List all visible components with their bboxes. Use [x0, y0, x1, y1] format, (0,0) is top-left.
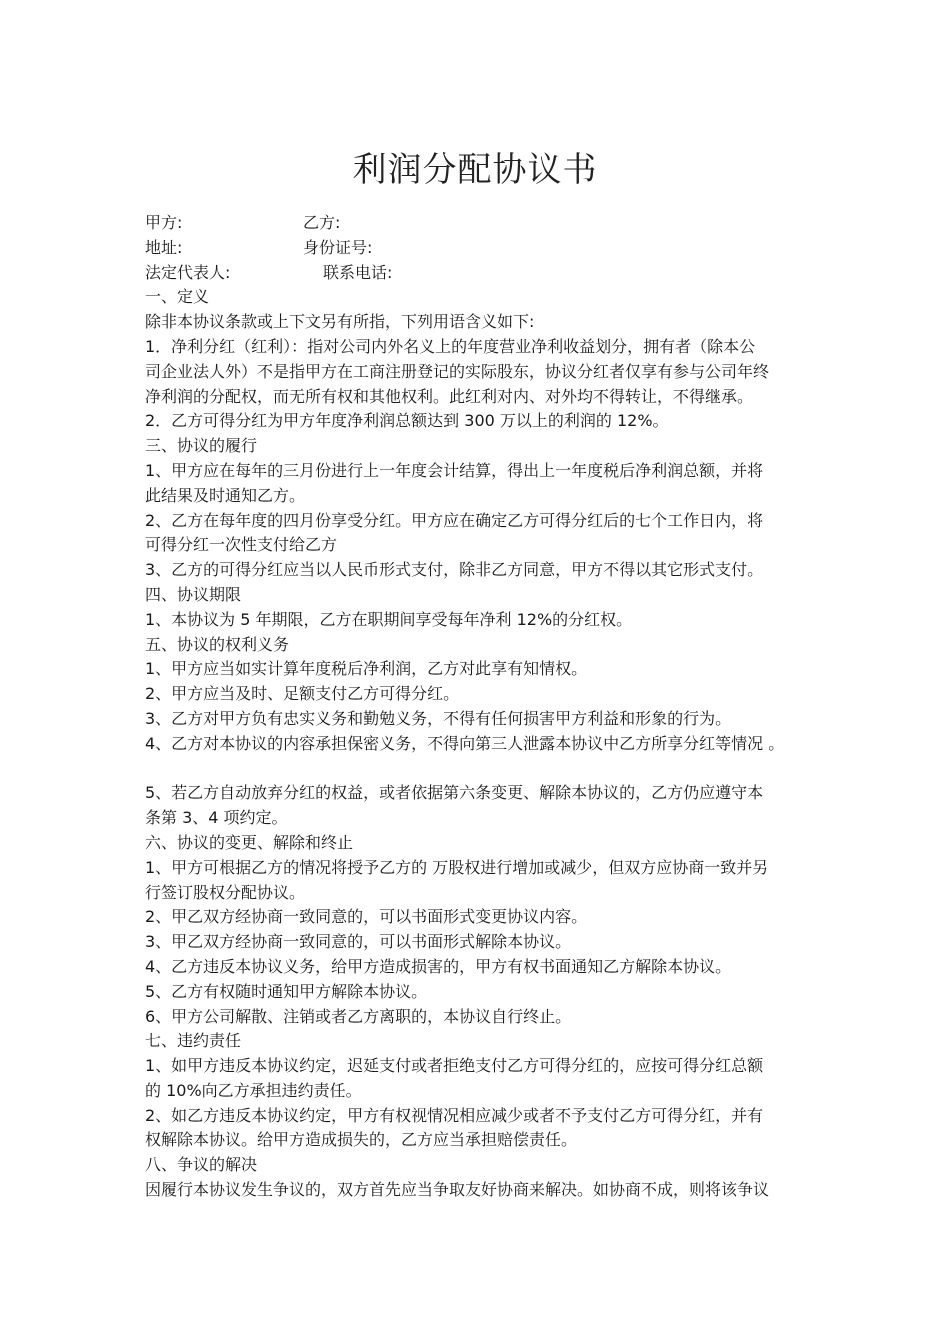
s1-item1-line-2: 司企业法人外）不是指甲方在工商注册登记的实际股东，协议分红者仅享有参与公司年终	[145, 361, 770, 381]
s5-heading: 五、协议的权利义务	[145, 634, 290, 654]
s5-item2-text: 2、甲方应当及时、足额支付乙方可得分红。	[145, 684, 460, 704]
s7-item2-line-2: 权解除本协议。给甲方造成损失的，乙方应当承担赔偿责任。	[145, 1130, 578, 1150]
s3-item1-line-1: 1、甲方应在每年的三月份进行上一年度会计结算，得出上一年度税后净利润总额，并将	[145, 460, 764, 480]
s3-item2-line-2: 可得分红一次性支付给乙方	[145, 535, 338, 555]
s7-item1-line-1: 1、如甲方违反本协议约定，迟延支付或者拒绝支付乙方可得分红的，应按可得分红总额	[145, 1056, 764, 1076]
party-row-3	[145, 261, 815, 286]
s5-item1-text: 1、甲方应当如实计算年度税后净利润，乙方对此享有知情权。	[145, 659, 588, 679]
s6-item6-text: 6、甲方公司解散、注销或者乙方离职的，本协议自行终止。	[145, 1006, 572, 1026]
s6-item4-text: 4、乙方违反本协议义务，给甲方造成损害的，甲方有权书面通知乙方解除本协议。	[145, 956, 732, 976]
blank-line	[145, 757, 815, 782]
s8-item1-text: 因履行本协议发生争议的，双方首先应当争取友好协商来解决。如协商不成，则将该争议	[145, 1180, 770, 1200]
s1-item1-line-1: 1．净利分红（红利）：指对公司内外名义上的年度营业净利收益划分，拥有者（除本公	[145, 336, 756, 356]
s7-item1-line-2: 的 10%向乙方承担违约责任。	[145, 1080, 362, 1100]
s6-item5-text: 5、乙方有权随时通知甲方解除本协议。	[145, 981, 428, 1001]
s3-item1-line-2: 此结果及时通知乙方。	[145, 485, 306, 505]
s5-item5-line-2: 条第 3、4 项约定。	[145, 808, 288, 828]
address-label: 地址:	[145, 237, 183, 257]
s6-heading: 六、协议的变更、解除和终止	[145, 832, 354, 852]
party-row-1	[145, 211, 815, 236]
s7-heading: 七、违约责任	[145, 1031, 242, 1051]
s1-intro-text: 除非本协议条款或上下文另有所指，下列用语含义如下:	[145, 312, 535, 332]
s3-heading: 三、协议的履行	[145, 436, 258, 456]
s3-item2-line-1: 2、乙方在每年度的四月份享受分红。甲方应在确定乙方可得分红后的七个工作日内，将	[145, 510, 764, 530]
s6-item3-text: 3、甲乙双方经协商一致同意的，可以书面形式解除本协议。	[145, 932, 572, 952]
party-a-label: 甲方:	[145, 213, 183, 232]
phone-label: 联系电话:	[323, 262, 393, 282]
s5-item3-text: 3、乙方对甲方负有忠实义务和勤勉义务，不得有任何损害甲方利益和形象的行为。	[145, 708, 732, 728]
s3-item3-text: 3、乙方的可得分红应当以人民币形式支付，除非乙方同意，甲方不得以其它形式支付。	[145, 560, 764, 580]
s6-item1-line-2: 行签订股权分配协议。	[145, 882, 306, 902]
sections-container	[145, 285, 815, 1202]
s7-item2-line-1: 2、如乙方违反本协议约定，甲方有权视情况相应减少或者不予支付乙方可得分红，并有	[145, 1105, 764, 1125]
s5-item5-line-1: 5、若乙方自动放弃分红的权益，或者依据第六条变更、解除本协议的，乙方仍应遵守本	[145, 783, 764, 803]
s4-item1-text: 1、本协议为 5 年期限，乙方在职期间享受每年净利 12%的分红权。	[145, 609, 633, 629]
s5-item4-text: 4、乙方对本协议的内容承担保密义务，不得向第三人泄露本协议中乙方所享分红等情况 。	[145, 733, 785, 753]
s1-item1-line-3: 净利润的分配权，而无所有权和其他权利。此红利对内、对外均不得转让，不得继承。	[145, 386, 754, 406]
party-row-2	[145, 236, 815, 261]
document-body	[145, 211, 815, 1203]
id-number-label: 身份证号:	[303, 237, 373, 257]
s8-heading: 八、争议的解决	[145, 1155, 258, 1175]
s4-heading: 四、协议期限	[145, 584, 242, 604]
s6-item1-line-1: 1、甲方可根据乙方的情况将授予乙方的 万股权进行增加或减少，但双方应协商一致并另	[145, 857, 769, 877]
s1-item2-text: 2．乙方可得分红为甲方年度净利润总额达到 300 万以上的利润的 12%。	[145, 411, 669, 431]
document-title: 利润分配协议书	[352, 150, 598, 190]
s6-item2-text: 2、甲乙双方经协商一致同意的，可以书面形式变更协议内容。	[145, 907, 588, 927]
s1-heading: 一、定义	[145, 287, 210, 307]
party-b-label: 乙方:	[303, 213, 341, 232]
legal-rep-label: 法定代表人:	[145, 262, 231, 282]
